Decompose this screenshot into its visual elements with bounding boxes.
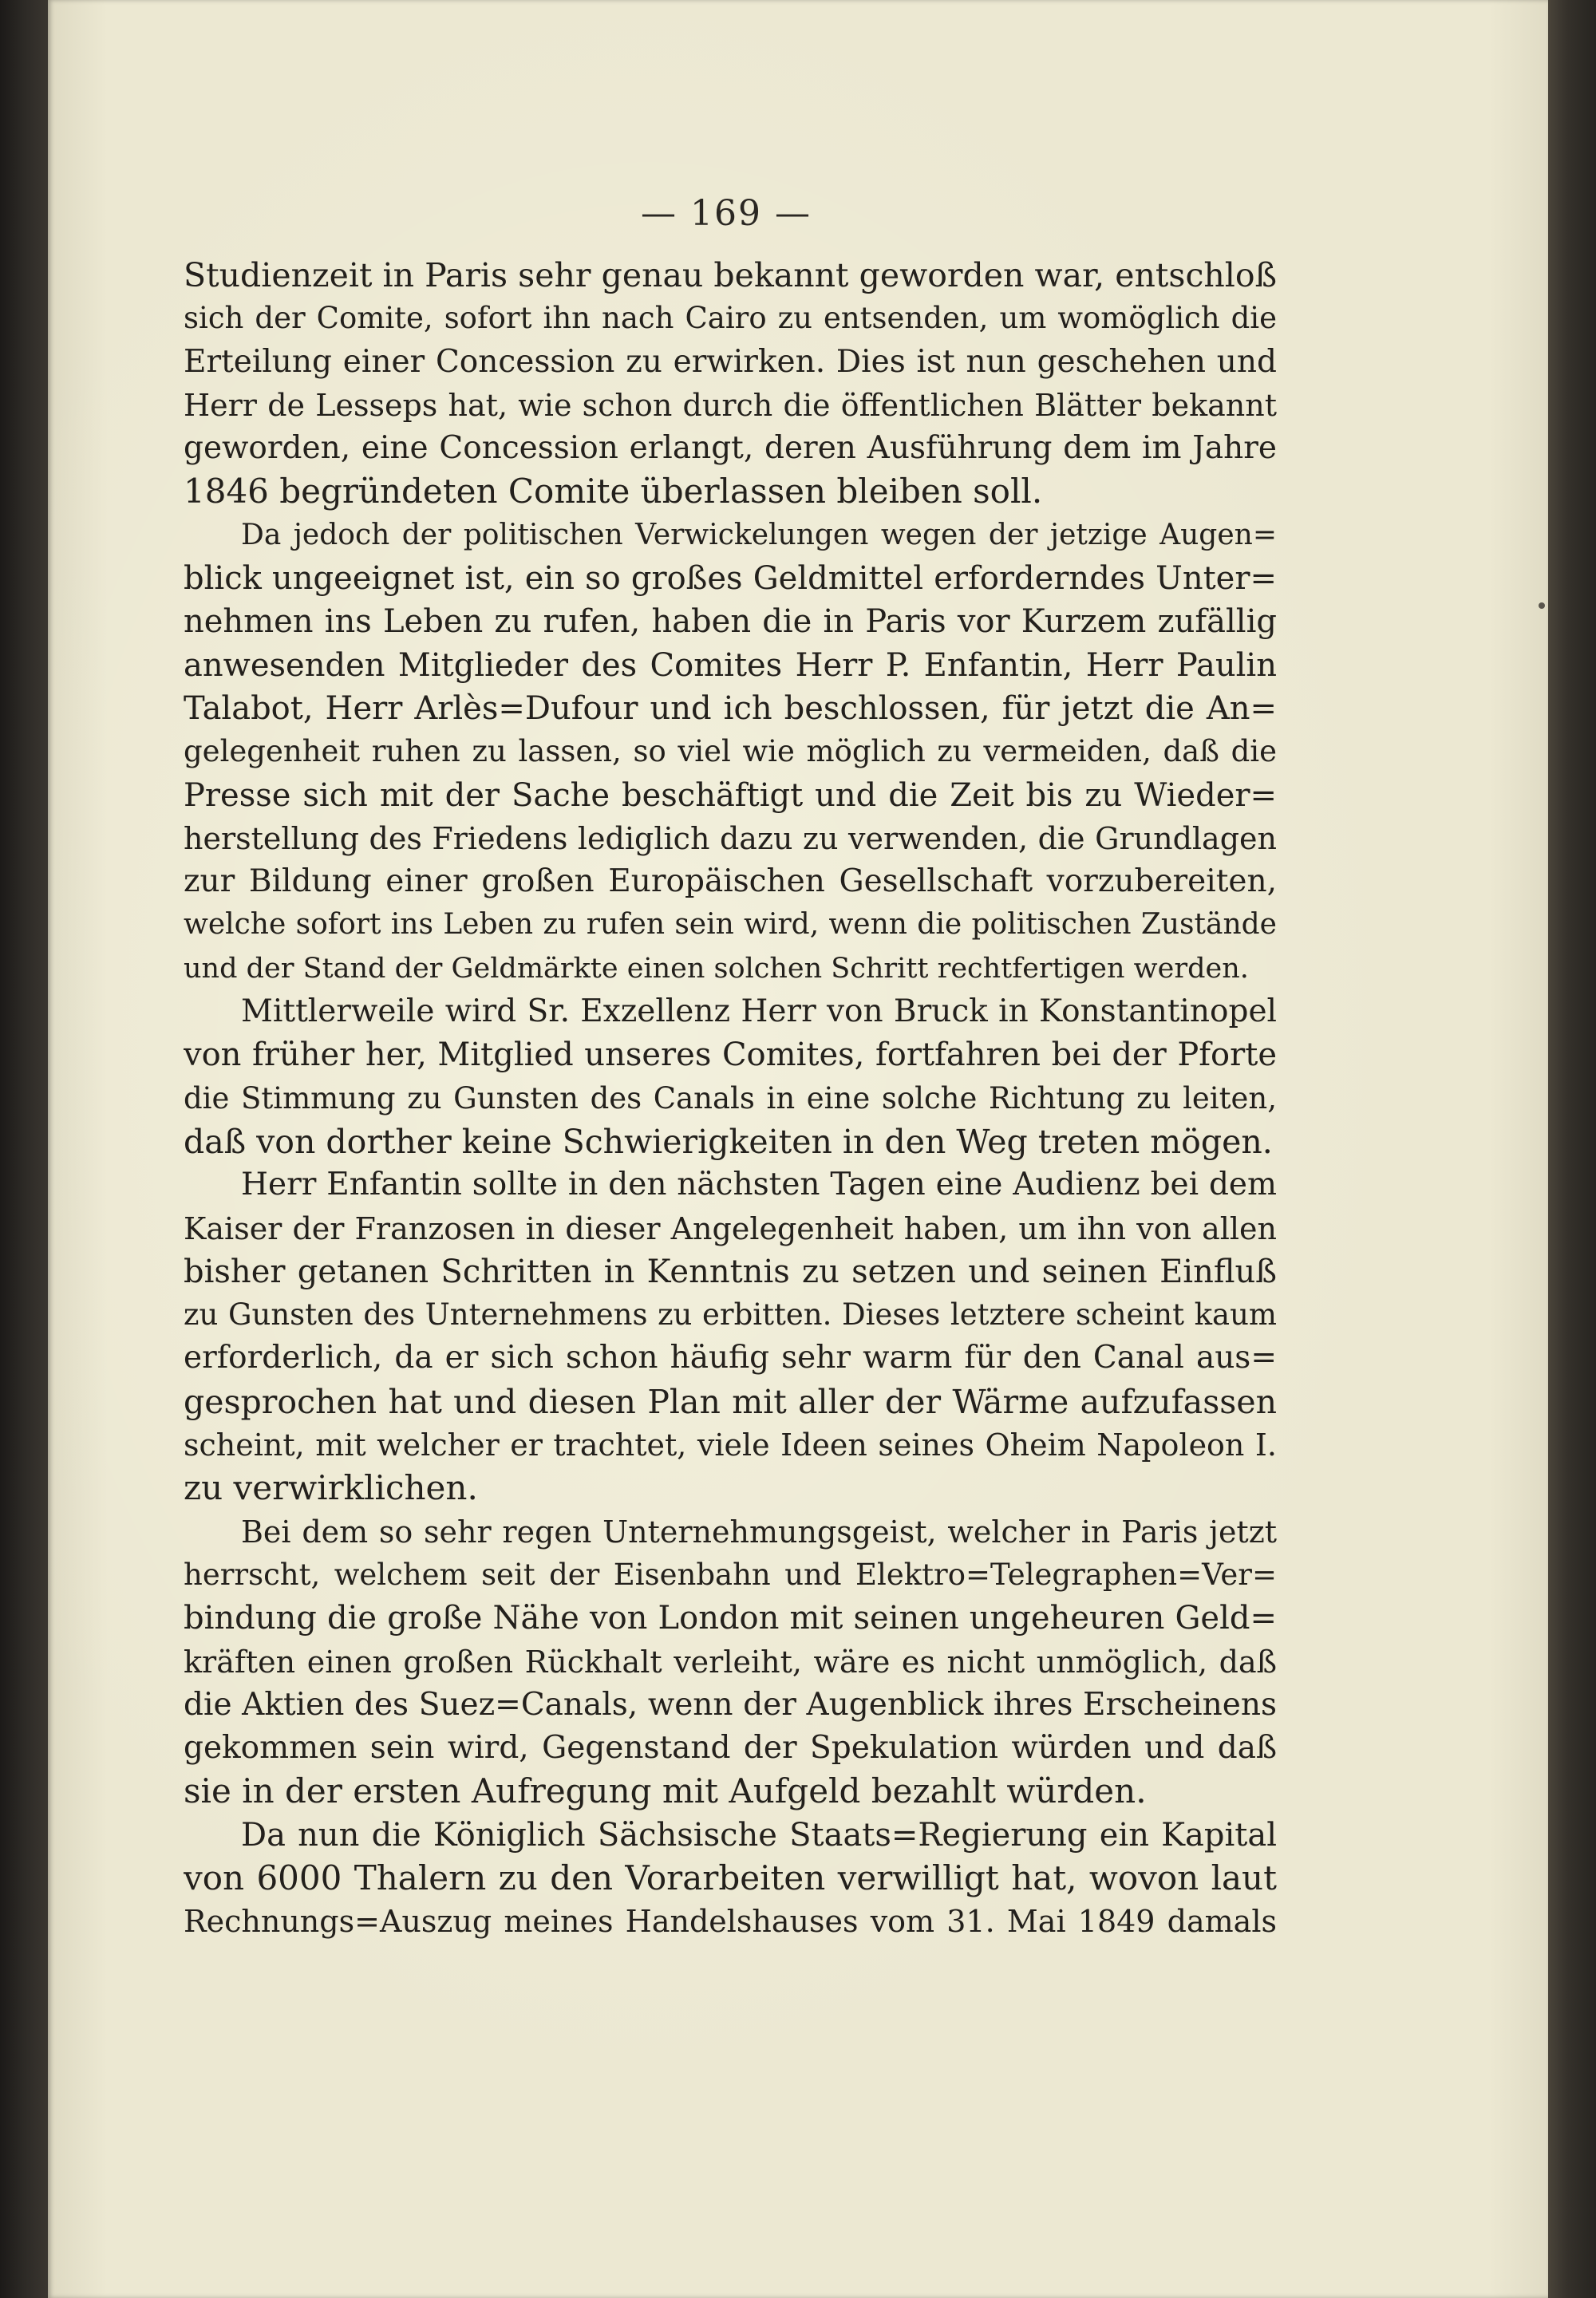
text-line: Mittlerweile wird Sr. Exzellenz Herr von Bruck in Konstantinopel bbox=[241, 993, 1277, 1030]
text-line: Erteilung einer Concession zu erwirken. Dies ist nun geschehen und bbox=[184, 343, 1277, 380]
text-line: zu Gunsten des Unternehmens zu erbitten. Dieses letztere scheint kaum bbox=[184, 1297, 1277, 1333]
text-line: gesprochen hat und diesen Plan mit aller der Wärme aufzufassen bbox=[184, 1382, 1277, 1421]
text-line: zur Bildung einer großen Europäischen Gesellschaft vorzubereiten, bbox=[184, 863, 1277, 900]
text-line: blick ungeeignet ist, ein so großes Geldmittel erforderndes Unter= bbox=[184, 560, 1277, 598]
text-line: anwesenden Mitglieder des Comites Herr P. Enfantin, Herr Paulin bbox=[184, 646, 1277, 684]
text-line: Bei dem so sehr regen Unternehmungsgeist, welcher in Paris jetzt bbox=[241, 1514, 1277, 1550]
text-line: bisher getanen Schritten in Kenntnis zu setzen und seinen Einfluß bbox=[184, 1253, 1277, 1290]
text-line: zu verwirklichen. bbox=[184, 1468, 478, 1508]
text-line: Studienzeit in Paris sehr genau bekannt geworden war, entschloß bbox=[184, 256, 1277, 294]
text-line: Talabot, Herr Arlès=Dufour und ich beschlossen, für jetzt die An= bbox=[184, 689, 1277, 727]
page-number: — 169 — bbox=[641, 193, 812, 234]
text-line: herstellung des Friedens lediglich dazu zu verwenden, die Grundlagen bbox=[184, 820, 1277, 856]
text-line: sich der Comite, sofort ihn nach Cairo zu entsenden, um womöglich die bbox=[184, 301, 1277, 336]
text-line: kräften einen großen Rückhalt verleiht, wäre es nicht unmöglich, daß bbox=[184, 1644, 1277, 1680]
text-line: von früher her, Mitglied unseres Comites, fortfahren bei der Pforte bbox=[184, 1036, 1277, 1074]
text-line: die Stimmung zu Gunsten des Canals in eine solche Richtung zu leiten, bbox=[184, 1080, 1277, 1115]
text-line: Herr Enfantin sollte in den nächsten Tagen eine Audienz bei dem bbox=[241, 1167, 1277, 1203]
text-line: gelegenheit ruhen zu lassen, so viel wie möglich zu vermeiden, daß die bbox=[184, 734, 1277, 769]
text-line: Herr de Lesseps hat, wie schon durch die öffentlichen Blätter bekannt bbox=[184, 387, 1277, 423]
text-line: erforderlich, da er sich schon häufig sehr warm für den Canal aus= bbox=[184, 1340, 1277, 1376]
body-text bbox=[184, 254, 1277, 1944]
text-line: scheint, mit welcher er trachtet, viele Ideen seines Oheim Napoleon I. bbox=[184, 1427, 1277, 1463]
text-line: sie in der ersten Aufregung mit Aufgeld bezahlt würden. bbox=[184, 1771, 1147, 1811]
text-line: Presse sich mit der Sache beschäftigt und die Zeit bis zu Wieder= bbox=[184, 776, 1277, 814]
text-line: geworden, eine Concession erlangt, deren Ausführung dem im Jahre bbox=[184, 430, 1277, 467]
page-edge-shadow bbox=[1548, 0, 1596, 2298]
book-binding-edge bbox=[0, 0, 48, 2298]
text-line: Da nun die Königlich Sächsische Staats=Regierung ein Kapital bbox=[241, 1816, 1277, 1854]
text-line: Kaiser der Franzosen in dieser Angelegenheit haben, um ihn von allen bbox=[184, 1210, 1277, 1246]
text-line: bindung die große Nähe von London mit seinen ungeheuren Geld= bbox=[184, 1600, 1277, 1637]
text-line: daß von dorther keine Schwierigkeiten in den Weg treten mögen. bbox=[184, 1122, 1273, 1161]
text-line: Da jedoch der politischen Verwickelungen wegen der jetzige Augen= bbox=[241, 518, 1277, 551]
text-line: von 6000 Thalern zu den Vorarbeiten verwilligt hat, wovon laut bbox=[184, 1858, 1277, 1897]
text-line: 1846 begründeten Comite überlassen bleiben soll. bbox=[184, 472, 1043, 511]
text-line: herrscht, welchem seit der Eisenbahn und Elektro=Telegraphen=Ver= bbox=[184, 1557, 1277, 1592]
text-line: und der Stand der Geldmärkte einen solchen Schritt rechtfertigen werden. bbox=[184, 952, 1249, 985]
text-line: welche sofort ins Leben zu rufen sein wird, wenn die politischen Zustände bbox=[184, 908, 1277, 942]
text-line: Rechnungs=Auszug meines Handelshauses vom 31. Mai 1849 damals bbox=[184, 1904, 1277, 1940]
text-line: gekommen sein wird, Gegenstand der Spekulation würden und daß bbox=[184, 1730, 1277, 1767]
text-line: die Aktien des Suez=Canals, wenn der Augenblick ihres Erscheinens bbox=[184, 1686, 1277, 1723]
text-line: nehmen ins Leben zu rufen, haben die in Paris vor Kurzem zufällig bbox=[184, 603, 1277, 641]
margin-speck bbox=[1539, 602, 1545, 609]
